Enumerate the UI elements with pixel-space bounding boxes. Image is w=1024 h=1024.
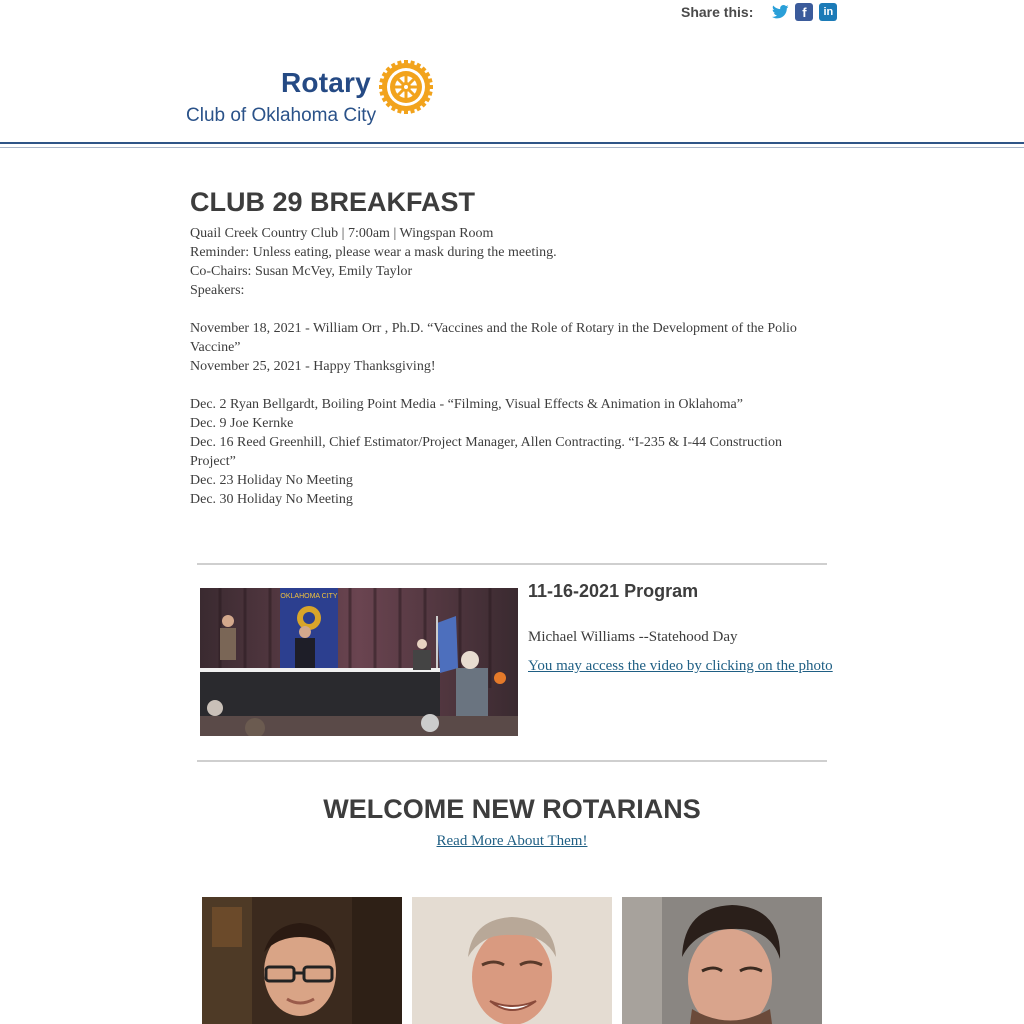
breakfast-cochairs: Co-Chairs: Susan McVey, Emily Taylor	[190, 264, 413, 279]
member-photo-3[interactable]	[622, 897, 822, 1024]
program-video-photo[interactable]	[200, 588, 518, 736]
breakfast-section	[190, 187, 830, 509]
facebook-icon[interactable]: f	[795, 3, 813, 21]
program-info	[528, 581, 848, 675]
schedule-line-b-4: Project”	[190, 454, 236, 469]
schedule-line-a-3: November 25, 2021 - Happy Thanksgiving!	[190, 359, 436, 374]
program-video-link[interactable]: You may access the video by clicking on the photo	[528, 658, 833, 674]
program-title: 11-16-2021 Program	[528, 581, 699, 601]
schedule-line-b-3: Dec. 16 Reed Greenhill, Chief Estimator/Project Manager, Allen Contracting. “I-235 & I-44 Construction	[190, 435, 782, 450]
section-divider-2	[197, 760, 827, 762]
logo-club-name: Club of Oklahoma City	[186, 105, 377, 126]
schedule-line-a-1: November 18, 2021 - William Orr , Ph.D. “Vaccines and the Role of Rotary in the Development of the Polio	[190, 321, 797, 336]
member-photo-1[interactable]	[202, 897, 402, 1024]
banner-text: OKLAHOMA CITY	[280, 593, 338, 600]
welcome-title: WELCOME NEW ROTARIANS	[323, 794, 701, 824]
share-label: Share this:	[681, 4, 754, 20]
rotary-logo[interactable]	[186, 55, 446, 135]
logo-wordmark: Rotary	[281, 67, 371, 98]
member-photo-2[interactable]	[412, 897, 612, 1024]
section-divider	[197, 563, 827, 565]
breakfast-title: CLUB 29 BREAKFAST	[190, 187, 476, 217]
schedule-line-a-2: Vaccine”	[190, 340, 241, 355]
schedule-line-b-2: Dec. 9 Joe Kernke	[190, 416, 294, 431]
breakfast-location: Quail Creek Country Club | 7:00am | Wingspan Room	[190, 226, 494, 241]
schedule-line-b-1: Dec. 2 Ryan Bellgardt, Boiling Point Media - “Filming, Visual Effects & Animation in Oklahoma”	[190, 397, 743, 412]
rotary-wheel-icon	[376, 57, 436, 117]
read-more-link[interactable]: Read More About Them!	[436, 833, 588, 849]
schedule-line-b-5: Dec. 23 Holiday No Meeting	[190, 473, 353, 488]
header-rule	[0, 142, 1024, 144]
speakers-label: Speakers:	[190, 283, 245, 298]
schedule-line-b-6: Dec. 30 Holiday No Meeting	[190, 492, 353, 507]
program-speaker: Michael Williams --Statehood Day	[528, 629, 738, 645]
schedule-november	[190, 319, 830, 376]
share-bar	[681, 3, 837, 21]
header-rule-thin	[0, 147, 1024, 148]
twitter-icon[interactable]	[771, 3, 789, 21]
linkedin-icon[interactable]: in	[819, 3, 837, 21]
breakfast-reminder: Reminder: Unless eating, please wear a mask during the meeting.	[190, 245, 557, 260]
schedule-december	[190, 395, 830, 509]
